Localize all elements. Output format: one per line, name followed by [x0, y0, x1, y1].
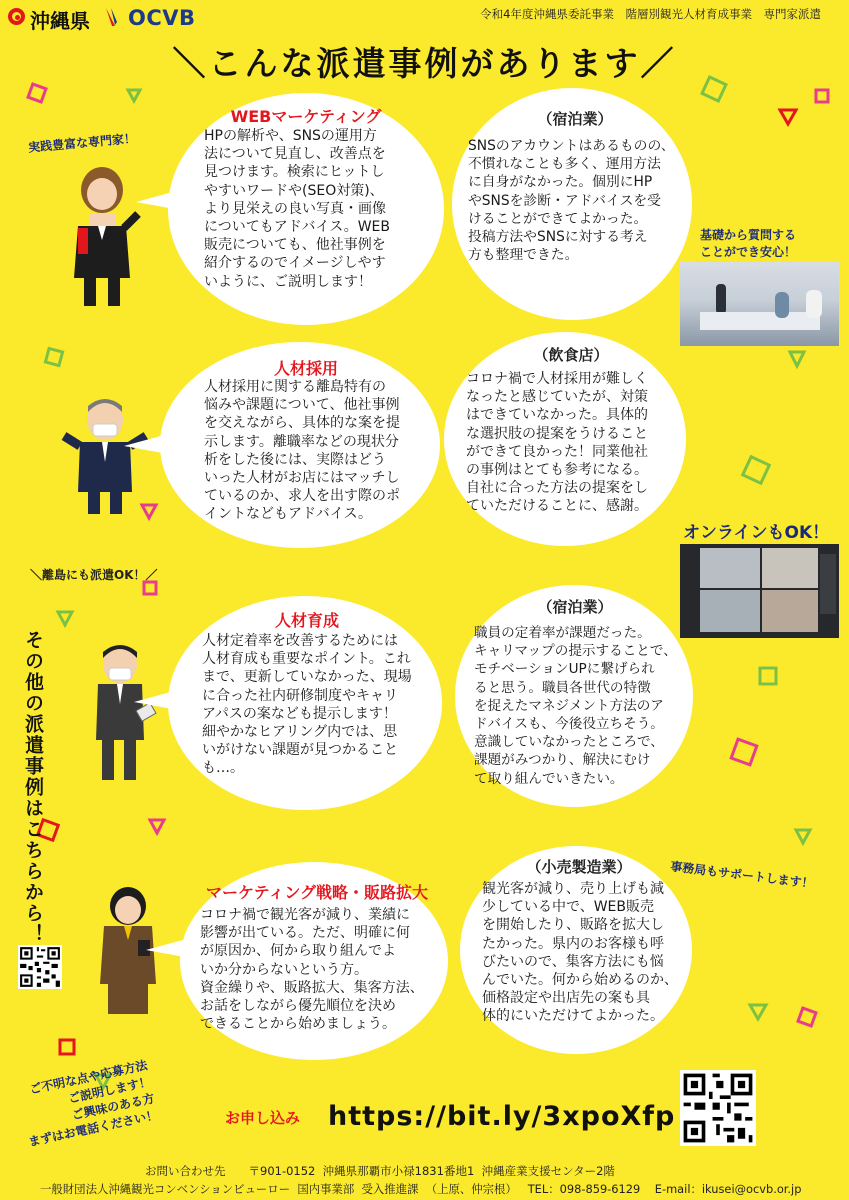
voice-title: （飲食店） — [533, 346, 609, 364]
voice-title: （宿泊業） — [537, 110, 613, 128]
support-label: 事務局もサポートします！ — [669, 859, 815, 891]
online-meeting-screenshot — [680, 544, 839, 638]
voice-text: 職員の定着率が課題だった。 キャリマップの提示することで、 モチベーションUPに繋げられ ると思う。職員各世代の特徴 を捉えたマネジメント方法のア ドバイスも、今後役立ちそう。 意識していなかったところで、 課題がみつかり、解決にむけ て取り組んでいきたい。 — [474, 625, 677, 787]
voice-title: （宿泊業） — [537, 598, 613, 616]
consultant-illustration — [86, 640, 158, 785]
case-title: マーケティング戦略・販路拡大 — [205, 883, 429, 902]
remote-island-label: ＼離島にも派遣OK！／ — [30, 568, 158, 582]
case-title: 人材採用 — [273, 359, 338, 378]
speech-tail — [134, 688, 178, 712]
contact-organization: 一般財団法人沖縄観光コンベンションビューロー 国内事業部 受入推進課 （上原、仲宗根） TEL：098-859-6129 E-mail：ikusei@ocvb.or.jp — [40, 1182, 802, 1196]
qr-code-icon[interactable] — [680, 1070, 756, 1146]
project-name: 令和4年度沖縄県委託事業 階層別観光人材育成事業 専門家派遣 — [480, 7, 821, 21]
voice-text: 観光客が減り、売り上げも減 少している中で、WEB販売 を開始したり、販路を拡大し たかった。県内のお客様も呼 びたいので、集客方法にも悩 んでいた。何から始めるのか、 価格設定や出店先の案も具 体的にいただけてよかった。 — [482, 881, 678, 1025]
qr-code-icon[interactable] — [18, 945, 62, 989]
case-title: WEBマーケティング — [230, 107, 382, 126]
case-description: コロナ禍で観光客が減り、業績に 影響が出ている。ただ、明確に何 が原因か、何から取り組んでよ いか分からないという方。 資金繰りや、販路拡大、集客方法、 お話をしながら優先順位を決め できることから始めましょう。 — [200, 907, 424, 1033]
ocvb-logo: OCVB — [128, 6, 196, 30]
speech-tail — [146, 936, 190, 960]
apply-url-link[interactable]: https://bit.ly/3xpoXfp — [328, 1101, 676, 1132]
contact-address: お問い合わせ先 〒901-0152 沖縄県那覇市小禄1831番地1 沖縄産業支援センター2階 — [145, 1164, 615, 1178]
inquiry-note: ご不明な点や応募方法 ご説明します！ ご興味のある方 まずはお電話ください！ — [27, 1057, 160, 1150]
online-label: オンラインもOK！ — [683, 523, 830, 543]
apply-label: お申し込み — [225, 1109, 301, 1127]
page-title: ＼こんな派遣事例があります／ — [172, 44, 677, 83]
prefecture-name: 沖縄県 — [30, 9, 90, 33]
case-description: HPの解析や、SNSの運用方 法について見直し、改善点を 見つけます。検索にヒットし やすいワードや(SEO対策)、 より見栄えの良い写真・画像 についてもアドバイス。WEB 販売についても、他社事例を 紹介するのでイメージしやす いように、ご説明します！ — [204, 128, 391, 290]
case-description: 人材採用に関する離島特有の 悩みや課題について、他社事例 を交えながら、具体的な案を提 示します。離職率などの現状分 析をした後には、実際はどう いった人材がお店にはマッチし ているのか、求人を出す際のポ イントなどもアドバイス。 — [204, 379, 400, 523]
speech-tail — [136, 188, 180, 212]
expert-label: 実践豊富な専門家！ — [27, 131, 137, 155]
female-expert-illustration — [64, 160, 142, 310]
other-cases-label: その他の派遣事例はこちらから！ — [22, 630, 44, 945]
speech-tail — [124, 432, 168, 456]
basic-question-label: 基礎から質問する ことができ安心！ — [700, 228, 797, 259]
voice-text: SNSのアカウントはあるものの、 不慣れなことも多く、運用方法 に自身がなかった。個別にHP やSNSを診断・アドバイスを受 けることができてよかった。 投稿方法やSNSに対する考え 方も整理できた。 — [468, 138, 675, 264]
case-title: 人材育成 — [274, 611, 339, 630]
case-description: 人材定着率を改善するためには 人材育成も重要なポイント。これ まで、更新していなかった、現場 に合った社内研修制度やキャリ アパスの案なども提示します！ 細やかなヒアリング内では、思 いがけない課題が見つかること も…。 — [202, 633, 412, 777]
male-expert-illustration — [60, 396, 150, 516]
meeting-photo — [680, 262, 839, 346]
voice-title: （小売製造業） — [526, 858, 632, 876]
voice-text: コロナ禍で人材採用が難しく なったと感じていたが、対策 はできていなかった。具体的 な選択肢の提案をうけること ができて良かった！同業他社 の事例はとても参考になる。 自社に合った方法の提案をし ていただけることに、感謝。 — [466, 371, 648, 515]
